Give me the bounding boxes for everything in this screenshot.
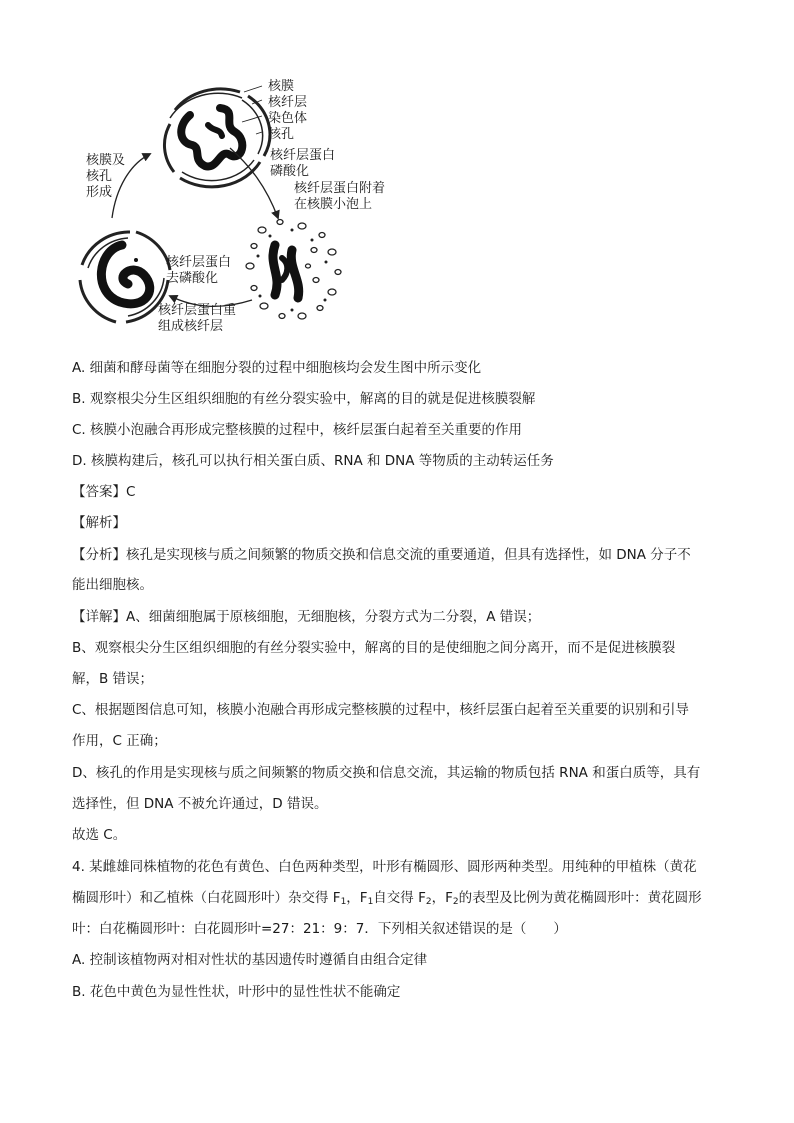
analysis-line-1: 【分析】核孔是实现核与质之间频繁的物质交换和信息交流的重要通道，但具有选择性，如 DNA 分子不: [72, 547, 691, 563]
conclusion: 故选 C。: [72, 827, 127, 843]
label-nuclear-lamina: 核纤层: [268, 95, 308, 110]
q4-line-2: 椭圆形叶）和乙植株（白花圆形叶）杂交得 $F_1$，$F_1$自交得 $F_2$，$F_2$的表型及比例为黄花椭圆形叶：黄花圆形: [72, 890, 702, 907]
label-reassemble-2: 组成核纤层: [158, 319, 224, 334]
label-lamin-attach-2: 在核膜小泡上: [294, 197, 373, 212]
option-b: B. 观察根尖分生区组织细胞的有丝分裂实验中，解离的目的就是促进核膜裂解: [72, 391, 536, 407]
answer-line: [72, 482, 135, 502]
label-nuclear-pore: 核孔: [268, 127, 295, 142]
label-chromosome: 染色体: [268, 111, 308, 126]
label-dephos-2: 去磷酸化: [166, 271, 219, 286]
analysis-line-2: 能出细胞核。: [72, 577, 153, 593]
detail-c-2: 作用，C 正确；: [72, 733, 167, 749]
label-lamin-phosphorylation-2: 磷酸化: [270, 164, 310, 179]
q4-option-b: B. 花色中黄色为显性性状，叶形中的显性性状不能确定: [72, 984, 401, 1000]
label-dephos-1: 核纤层蛋白: [166, 255, 232, 270]
detail-b-2: 解，B 错误；: [72, 671, 154, 687]
detail-label: 【详解】: [72, 609, 126, 625]
label-formation-3: 形成: [86, 185, 113, 200]
label-nuclear-membrane: 核膜: [268, 79, 295, 94]
analysis-heading: 【解析】: [72, 515, 126, 531]
detail-d-1: D、核孔的作用是实现核与质之间频繁的物质交换和信息交流，其运输的物质包括 RNA 和蛋白质等，具有: [72, 765, 701, 781]
answer-value: C: [126, 484, 136, 500]
q4-line-3: 叶：白花椭圆形叶：白花圆形叶=27：21：9：7．下列相关叙述错误的是（ ）: [72, 921, 567, 937]
label-lamin-attach-1: 核纤层蛋白附着: [294, 181, 386, 196]
analysis-label: 【分析】: [72, 547, 126, 563]
label-formation-1: 核膜及: [86, 153, 126, 168]
q4-option-a: A. 控制该植物两对相对性状的基因遗传时遵循自由组合定律: [72, 952, 428, 968]
label-reassemble-1: 核纤层蛋白重: [158, 303, 237, 318]
label-lamin-phosphorylation-1: 核纤层蛋白: [270, 148, 336, 163]
detail-b-1: B、观察根尖分生区组织细胞的有丝分裂实验中，解离的目的是使细胞之间分离开，而不是促进核膜裂: [72, 640, 676, 656]
detail-d-2: 选择性，但 DNA 不被允许通过，D 错误。: [72, 796, 328, 812]
label-formation-2: 核孔: [86, 169, 113, 184]
nuclear-envelope-cycle-diagram: [70, 70, 386, 350]
detail-c-1: C、根据题图信息可知，核膜小泡融合再形成完整核膜的过程中，核纤层蛋白起着至关重要的识别和引导: [72, 702, 689, 718]
dispersed-nucleus-vesicles: [246, 220, 341, 320]
q4-line-1: 4. 某雌雄同株植物的花色有黄色、白色两种类型，叶形有椭圆形、圆形两种类型。用纯种的甲植株（黄花: [72, 859, 697, 875]
answer-label: 【答案】: [72, 484, 126, 500]
option-c: C. 核膜小泡融合再形成完整核膜的过程中，核纤层蛋白起着至关重要的作用: [72, 422, 523, 438]
reforming-nucleus: [80, 232, 170, 322]
detail-a: 【详解】A、细菌细胞属于原核细胞，无细胞核，分裂方式为二分裂，A 错误；: [72, 609, 541, 625]
option-d: D. 核膜构建后，核孔可以执行相关蛋白质、RNA 和 DNA 等物质的主动转运任务: [72, 453, 554, 469]
option-a: A. 细菌和酵母菌等在细胞分裂的过程中细胞核均会发生图中所示变化: [72, 360, 482, 376]
